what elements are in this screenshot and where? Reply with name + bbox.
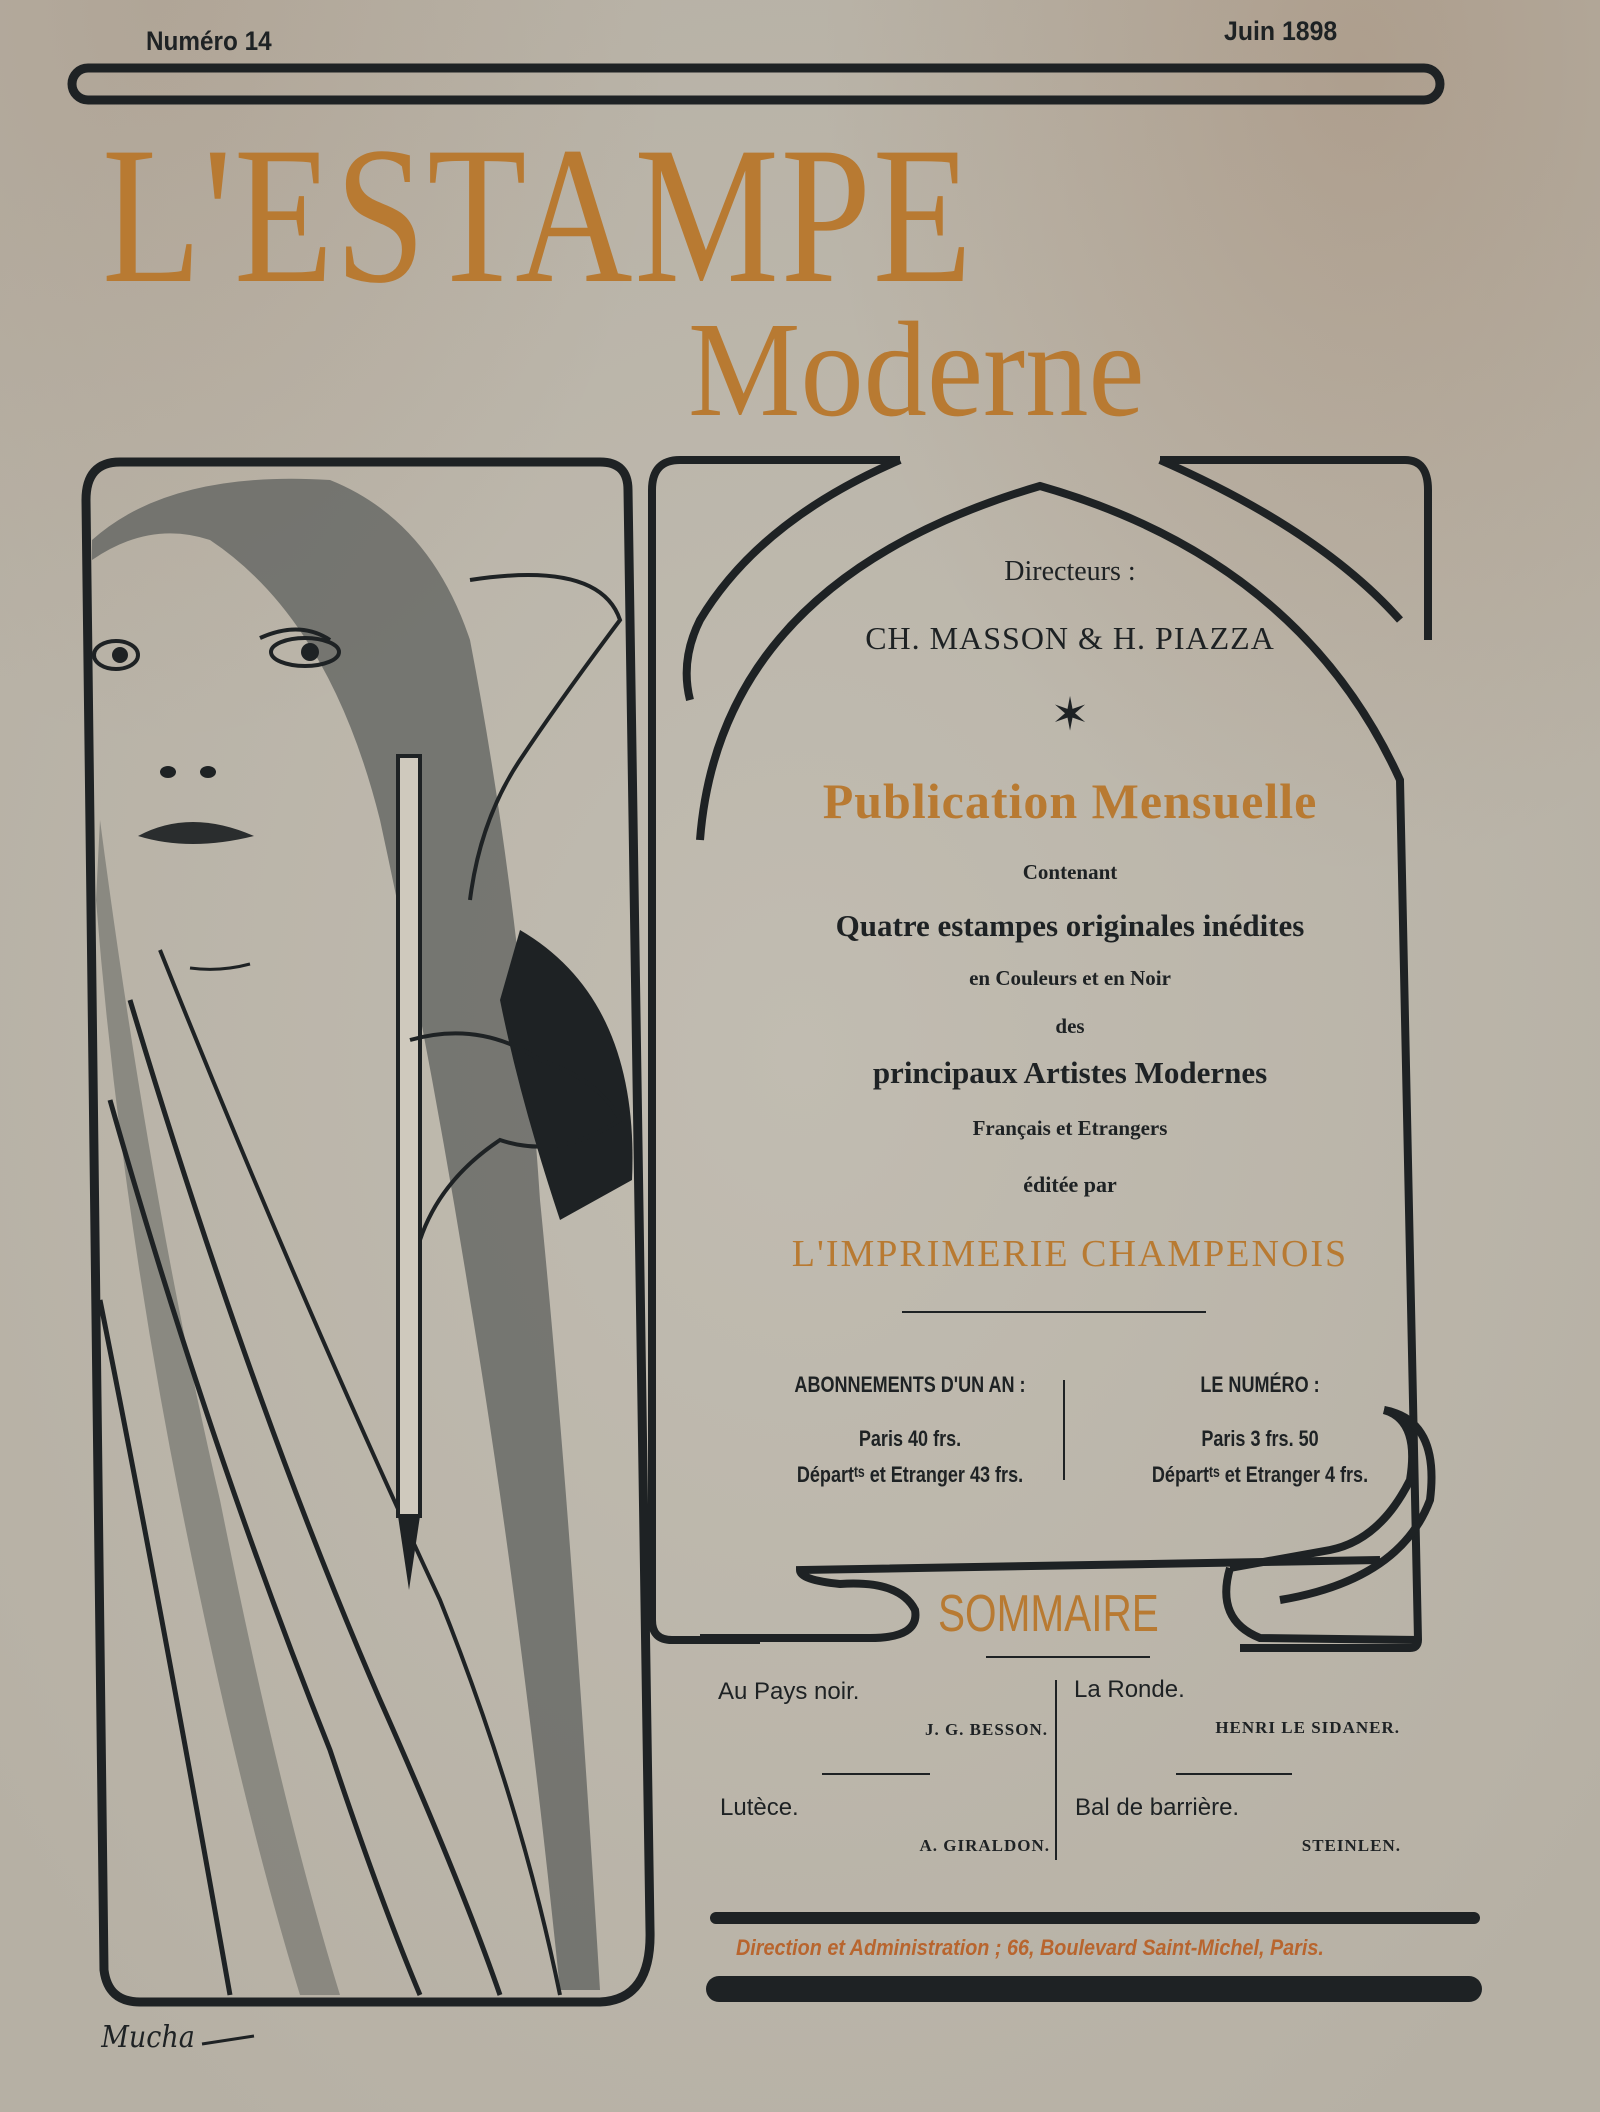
description-line: Français et Etrangers [972, 1116, 1168, 1140]
description-line: Contenant [1022, 860, 1118, 884]
description-line: éditée par [1023, 1172, 1117, 1197]
description-line: Quatre estampes originales inédites [835, 908, 1305, 943]
contents-item [720, 1794, 1050, 1856]
issue-number: Numéro 14 [146, 26, 272, 56]
star-icon: ✶ [1050, 689, 1090, 740]
masthead-subtitle: Moderne [688, 295, 1145, 445]
issue-date: Juin 1898 [1224, 16, 1338, 46]
masthead-title: L'ESTAMPE [102, 107, 974, 324]
publication-frequency: Publication Mensuelle [822, 773, 1318, 829]
contents-item [718, 1678, 1048, 1740]
contents-item-title: Bal de barrière. [1075, 1794, 1240, 1821]
description-line: en Couleurs et en Noir [969, 966, 1171, 990]
contents-item-artist: HENRI LE SIDANER. [1215, 1718, 1400, 1737]
footer-address: Direction et Administration ; 66, Boulevard Saint-Michel, Paris. [736, 1935, 1324, 1960]
directors-names: CH. MASSON & H. PIAZZA [865, 620, 1275, 656]
single-issue-paris: Paris 3 frs. 50 [1201, 1426, 1319, 1451]
description-line: principaux Artistes Modernes [872, 1055, 1268, 1090]
single-issue-other: Départᵗˢ et Etranger 4 frs. [1151, 1462, 1369, 1487]
publisher-name: L'IMPRIMERIE CHAMPENOIS [791, 1233, 1349, 1275]
contents-heading: SOMMAIRE [938, 1585, 1159, 1643]
footer-rule-top [710, 1912, 1480, 1924]
single-issue-heading: LE NUMÉRO : [1200, 1372, 1320, 1397]
artist-signature: Mucha [101, 2020, 195, 2055]
subscription-prices [730, 1372, 1090, 1488]
subscription-other: Départᵗˢ et Etranger 43 frs. [796, 1462, 1024, 1487]
contents-item-artist: STEINLEN. [1301, 1836, 1401, 1855]
contents-item-artist: A. GIRALDON. [919, 1836, 1050, 1855]
footer-rule-bottom [706, 1976, 1482, 2002]
contents-item-title: Au Pays noir. [718, 1678, 860, 1705]
contents-item [1075, 1794, 1401, 1856]
contents-item [1074, 1676, 1400, 1738]
single-issue-prices [1080, 1372, 1440, 1488]
directors-label: Directeurs : [1004, 556, 1136, 587]
contents-item-title: La Ronde. [1074, 1676, 1185, 1703]
subscription-heading: ABONNEMENTS D'UN AN : [794, 1372, 1026, 1397]
description-line: des [1055, 1014, 1085, 1038]
top-rule [72, 68, 1440, 100]
subscription-paris: Paris 40 frs. [858, 1426, 962, 1451]
contents-item-title: Lutèce. [720, 1794, 799, 1821]
mucha-illustration [86, 462, 650, 2002]
contents-item-artist: J. G. BESSON. [924, 1720, 1048, 1739]
